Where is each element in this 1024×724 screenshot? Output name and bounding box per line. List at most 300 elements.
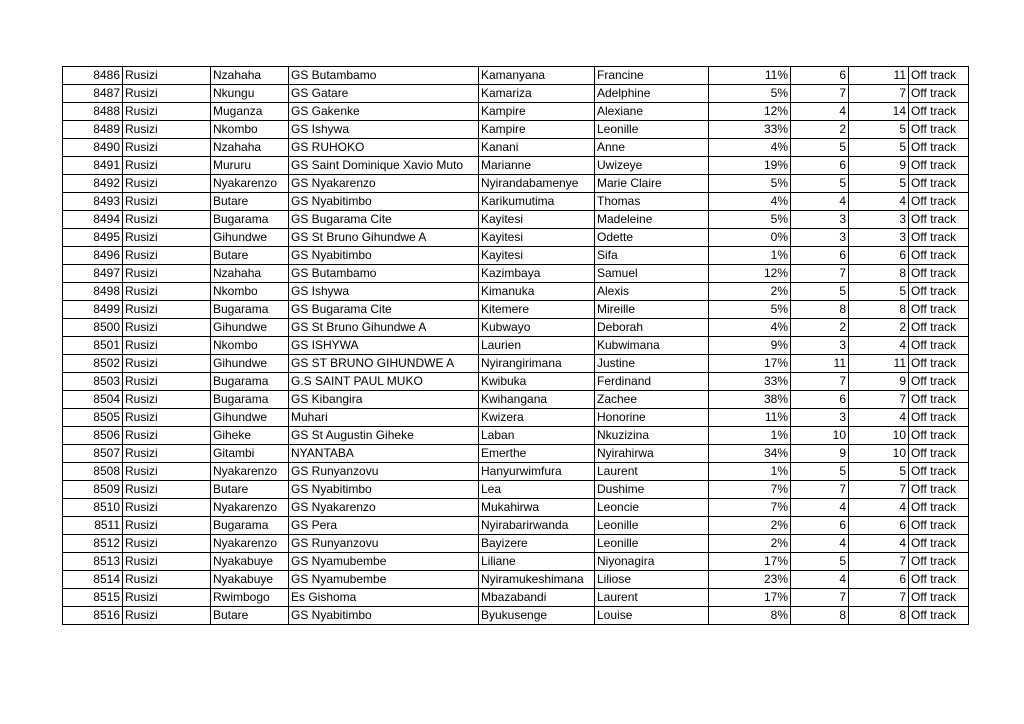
cell-district: Rusizi: [123, 247, 211, 265]
cell-row-number: 8498: [63, 283, 123, 301]
cell-row-number: 8497: [63, 265, 123, 283]
cell-school: GS St Augustin Giheke: [289, 427, 479, 445]
cell-percentage: 11%: [709, 409, 791, 427]
cell-school: GS Butambamo: [289, 67, 479, 85]
cell-score-a: 7: [791, 265, 849, 283]
cell-first-name: Adelphine: [595, 85, 709, 103]
table-row: [63, 301, 969, 319]
cell-score-b: 8: [849, 265, 909, 283]
cell-status: Off track: [909, 391, 969, 409]
cell-score-b: 7: [849, 481, 909, 499]
cell-score-b: 4: [849, 535, 909, 553]
cell-district: Rusizi: [123, 391, 211, 409]
cell-score-b: 11: [849, 355, 909, 373]
cell-school: GS ISHYWA: [289, 337, 479, 355]
cell-last-name: Kamanyana: [479, 67, 595, 85]
cell-district: Rusizi: [123, 85, 211, 103]
cell-score-b: 9: [849, 157, 909, 175]
spreadsheet-table: [62, 66, 969, 625]
cell-score-b: 7: [849, 85, 909, 103]
cell-last-name: Hanyurwimfura: [479, 463, 595, 481]
cell-sector: Nyakarenzo: [211, 499, 289, 517]
table-row: [63, 247, 969, 265]
cell-score-a: 3: [791, 337, 849, 355]
cell-status: Off track: [909, 499, 969, 517]
cell-row-number: 8489: [63, 121, 123, 139]
cell-sector: Bugarama: [211, 301, 289, 319]
cell-last-name: Kwihangana: [479, 391, 595, 409]
cell-score-b: 3: [849, 229, 909, 247]
cell-district: Rusizi: [123, 67, 211, 85]
table-row: [63, 211, 969, 229]
cell-sector: Gihundwe: [211, 319, 289, 337]
cell-percentage: 7%: [709, 481, 791, 499]
cell-score-a: 2: [791, 319, 849, 337]
cell-school: NYANTABA: [289, 445, 479, 463]
cell-last-name: Marianne: [479, 157, 595, 175]
cell-first-name: Sifa: [595, 247, 709, 265]
cell-sector: Butare: [211, 193, 289, 211]
cell-status: Off track: [909, 247, 969, 265]
cell-status: Off track: [909, 193, 969, 211]
cell-score-b: 5: [849, 175, 909, 193]
cell-district: Rusizi: [123, 121, 211, 139]
cell-first-name: Samuel: [595, 265, 709, 283]
cell-last-name: Kayitesi: [479, 211, 595, 229]
cell-last-name: Kayitesi: [479, 229, 595, 247]
cell-last-name: Kamariza: [479, 85, 595, 103]
cell-status: Off track: [909, 103, 969, 121]
cell-school: GS Nyakarenzo: [289, 499, 479, 517]
cell-school: GS Bugarama Cite: [289, 211, 479, 229]
cell-percentage: 8%: [709, 607, 791, 625]
table-row: [63, 103, 969, 121]
cell-district: Rusizi: [123, 571, 211, 589]
cell-percentage: 9%: [709, 337, 791, 355]
cell-sector: Nzahaha: [211, 265, 289, 283]
cell-first-name: Nyirahirwa: [595, 445, 709, 463]
cell-last-name: Liliane: [479, 553, 595, 571]
cell-row-number: 8513: [63, 553, 123, 571]
cell-percentage: 1%: [709, 463, 791, 481]
table-row: [63, 463, 969, 481]
cell-score-b: 5: [849, 283, 909, 301]
cell-sector: Giheke: [211, 427, 289, 445]
table-row: [63, 355, 969, 373]
cell-last-name: Kwibuka: [479, 373, 595, 391]
cell-district: Rusizi: [123, 175, 211, 193]
cell-percentage: 1%: [709, 427, 791, 445]
cell-school: GS Butambamo: [289, 265, 479, 283]
cell-sector: Nkombo: [211, 283, 289, 301]
cell-status: Off track: [909, 535, 969, 553]
cell-score-b: 7: [849, 553, 909, 571]
cell-last-name: Lea: [479, 481, 595, 499]
cell-status: Off track: [909, 139, 969, 157]
cell-district: Rusizi: [123, 211, 211, 229]
cell-score-a: 4: [791, 193, 849, 211]
cell-district: Rusizi: [123, 193, 211, 211]
cell-last-name: Mbazabandi: [479, 589, 595, 607]
cell-score-a: 6: [791, 517, 849, 535]
cell-last-name: Kimanuka: [479, 283, 595, 301]
cell-last-name: Kwizera: [479, 409, 595, 427]
cell-sector: Nkungu: [211, 85, 289, 103]
cell-status: Off track: [909, 607, 969, 625]
cell-percentage: 17%: [709, 589, 791, 607]
cell-score-a: 4: [791, 103, 849, 121]
cell-district: Rusizi: [123, 337, 211, 355]
cell-score-b: 4: [849, 337, 909, 355]
cell-last-name: Kampire: [479, 121, 595, 139]
cell-school: GS Gatare: [289, 85, 479, 103]
cell-first-name: Leoncie: [595, 499, 709, 517]
cell-status: Off track: [909, 211, 969, 229]
table-row: [63, 553, 969, 571]
cell-score-b: 5: [849, 121, 909, 139]
cell-status: Off track: [909, 373, 969, 391]
cell-first-name: Leonille: [595, 535, 709, 553]
cell-district: Rusizi: [123, 373, 211, 391]
cell-first-name: Nkuzizina: [595, 427, 709, 445]
cell-first-name: Alexiane: [595, 103, 709, 121]
table-row: [63, 337, 969, 355]
cell-status: Off track: [909, 301, 969, 319]
cell-status: Off track: [909, 85, 969, 103]
cell-score-a: 6: [791, 247, 849, 265]
cell-first-name: Niyonagira: [595, 553, 709, 571]
cell-score-a: 5: [791, 175, 849, 193]
cell-first-name: Justine: [595, 355, 709, 373]
cell-school: G.S SAINT PAUL MUKO: [289, 373, 479, 391]
cell-status: Off track: [909, 427, 969, 445]
cell-district: Rusizi: [123, 445, 211, 463]
cell-school: GS ST BRUNO GIHUNDWE A: [289, 355, 479, 373]
table-row: [63, 319, 969, 337]
cell-sector: Nyakarenzo: [211, 463, 289, 481]
cell-score-a: 5: [791, 139, 849, 157]
cell-row-number: 8501: [63, 337, 123, 355]
cell-sector: Bugarama: [211, 517, 289, 535]
cell-row-number: 8492: [63, 175, 123, 193]
table-row: [63, 517, 969, 535]
table-row: [63, 193, 969, 211]
table-row: [63, 157, 969, 175]
cell-sector: Nyakarenzo: [211, 175, 289, 193]
cell-score-a: 7: [791, 481, 849, 499]
cell-last-name: Kayitesi: [479, 247, 595, 265]
cell-score-a: 3: [791, 229, 849, 247]
cell-first-name: Mireille: [595, 301, 709, 319]
cell-district: Rusizi: [123, 283, 211, 301]
cell-last-name: Byukusenge: [479, 607, 595, 625]
cell-score-b: 9: [849, 373, 909, 391]
cell-score-a: 10: [791, 427, 849, 445]
cell-district: Rusizi: [123, 139, 211, 157]
cell-school: GS RUHOKO: [289, 139, 479, 157]
table-row: [63, 607, 969, 625]
cell-sector: Gihundwe: [211, 409, 289, 427]
cell-status: Off track: [909, 229, 969, 247]
cell-score-b: 14: [849, 103, 909, 121]
cell-district: Rusizi: [123, 499, 211, 517]
cell-percentage: 5%: [709, 301, 791, 319]
cell-row-number: 8512: [63, 535, 123, 553]
cell-status: Off track: [909, 553, 969, 571]
table-row: [63, 175, 969, 193]
cell-school: GS Ishywa: [289, 283, 479, 301]
cell-score-b: 4: [849, 499, 909, 517]
cell-row-number: 8509: [63, 481, 123, 499]
cell-last-name: Laban: [479, 427, 595, 445]
cell-status: Off track: [909, 121, 969, 139]
cell-score-a: 5: [791, 463, 849, 481]
cell-district: Rusizi: [123, 355, 211, 373]
cell-score-b: 10: [849, 427, 909, 445]
cell-score-a: 4: [791, 535, 849, 553]
cell-sector: Nkombo: [211, 121, 289, 139]
table-row: [63, 427, 969, 445]
cell-last-name: Kanani: [479, 139, 595, 157]
cell-row-number: 8516: [63, 607, 123, 625]
cell-first-name: Liliose: [595, 571, 709, 589]
cell-sector: Butare: [211, 607, 289, 625]
cell-first-name: Madeleine: [595, 211, 709, 229]
cell-last-name: Kazimbaya: [479, 265, 595, 283]
cell-percentage: 33%: [709, 373, 791, 391]
table-row: [63, 373, 969, 391]
cell-last-name: Nyirabarirwanda: [479, 517, 595, 535]
cell-school: GS Kibangira: [289, 391, 479, 409]
cell-school: GS Ishywa: [289, 121, 479, 139]
cell-score-a: 6: [791, 157, 849, 175]
cell-score-b: 7: [849, 589, 909, 607]
cell-last-name: Nyiramukeshimana: [479, 571, 595, 589]
cell-first-name: Anne: [595, 139, 709, 157]
cell-row-number: 8496: [63, 247, 123, 265]
cell-district: Rusizi: [123, 589, 211, 607]
cell-row-number: 8511: [63, 517, 123, 535]
cell-first-name: Leonille: [595, 517, 709, 535]
cell-row-number: 8499: [63, 301, 123, 319]
cell-percentage: 0%: [709, 229, 791, 247]
cell-district: Rusizi: [123, 157, 211, 175]
cell-school: GS Pera: [289, 517, 479, 535]
cell-last-name: Mukahirwa: [479, 499, 595, 517]
cell-first-name: Ferdinand: [595, 373, 709, 391]
cell-percentage: 38%: [709, 391, 791, 409]
cell-sector: Nzahaha: [211, 139, 289, 157]
cell-district: Rusizi: [123, 103, 211, 121]
cell-first-name: Dushime: [595, 481, 709, 499]
cell-percentage: 5%: [709, 211, 791, 229]
cell-score-b: 6: [849, 517, 909, 535]
cell-district: Rusizi: [123, 409, 211, 427]
cell-score-a: 3: [791, 211, 849, 229]
cell-school: GS Runyanzovu: [289, 463, 479, 481]
cell-score-a: 9: [791, 445, 849, 463]
cell-percentage: 1%: [709, 247, 791, 265]
cell-percentage: 2%: [709, 283, 791, 301]
cell-sector: Bugarama: [211, 211, 289, 229]
cell-sector: Gihundwe: [211, 355, 289, 373]
table-row: [63, 283, 969, 301]
cell-score-b: 7: [849, 391, 909, 409]
cell-last-name: Nyirandabamenye: [479, 175, 595, 193]
cell-percentage: 33%: [709, 121, 791, 139]
cell-first-name: Zachee: [595, 391, 709, 409]
cell-percentage: 19%: [709, 157, 791, 175]
cell-sector: Butare: [211, 247, 289, 265]
cell-school: GS St Bruno Gihundwe A: [289, 229, 479, 247]
cell-first-name: Leonille: [595, 121, 709, 139]
table-row: [63, 265, 969, 283]
cell-score-b: 11: [849, 67, 909, 85]
table-row: [63, 85, 969, 103]
table-row: [63, 67, 969, 85]
cell-school: GS Nyabitimbo: [289, 607, 479, 625]
cell-school: GS Nyabitimbo: [289, 247, 479, 265]
cell-school: GS Nyamubembe: [289, 553, 479, 571]
cell-sector: Nyakabuye: [211, 553, 289, 571]
cell-row-number: 8487: [63, 85, 123, 103]
cell-last-name: Kampire: [479, 103, 595, 121]
cell-score-b: 10: [849, 445, 909, 463]
cell-row-number: 8491: [63, 157, 123, 175]
cell-district: Rusizi: [123, 463, 211, 481]
cell-district: Rusizi: [123, 427, 211, 445]
cell-score-a: 8: [791, 607, 849, 625]
cell-status: Off track: [909, 463, 969, 481]
cell-row-number: 8500: [63, 319, 123, 337]
cell-first-name: Marie Claire: [595, 175, 709, 193]
cell-district: Rusizi: [123, 319, 211, 337]
cell-score-a: 4: [791, 499, 849, 517]
cell-row-number: 8488: [63, 103, 123, 121]
cell-district: Rusizi: [123, 517, 211, 535]
cell-last-name: Kubwayo: [479, 319, 595, 337]
cell-score-b: 6: [849, 571, 909, 589]
cell-last-name: Emerthe: [479, 445, 595, 463]
cell-first-name: Alexis: [595, 283, 709, 301]
cell-percentage: 5%: [709, 175, 791, 193]
cell-status: Off track: [909, 319, 969, 337]
cell-score-b: 6: [849, 247, 909, 265]
cell-district: Rusizi: [123, 481, 211, 499]
table-body: [63, 67, 969, 625]
cell-status: Off track: [909, 445, 969, 463]
cell-percentage: 17%: [709, 355, 791, 373]
cell-last-name: Kitemere: [479, 301, 595, 319]
cell-row-number: 8507: [63, 445, 123, 463]
cell-school: Es Gishoma: [289, 589, 479, 607]
cell-percentage: 7%: [709, 499, 791, 517]
cell-district: Rusizi: [123, 607, 211, 625]
cell-last-name: Bayizere: [479, 535, 595, 553]
cell-percentage: 34%: [709, 445, 791, 463]
cell-percentage: 4%: [709, 319, 791, 337]
cell-row-number: 8495: [63, 229, 123, 247]
cell-row-number: 8510: [63, 499, 123, 517]
cell-school: GS Nyabitimbo: [289, 481, 479, 499]
cell-district: Rusizi: [123, 265, 211, 283]
cell-score-b: 4: [849, 409, 909, 427]
cell-score-a: 7: [791, 373, 849, 391]
cell-score-a: 5: [791, 553, 849, 571]
cell-district: Rusizi: [123, 535, 211, 553]
cell-last-name: Karikumutima: [479, 193, 595, 211]
table-row: [63, 535, 969, 553]
cell-first-name: Kubwimana: [595, 337, 709, 355]
cell-score-a: 2: [791, 121, 849, 139]
cell-school: GS Bugarama Cite: [289, 301, 479, 319]
cell-score-b: 5: [849, 463, 909, 481]
table-row: [63, 481, 969, 499]
cell-first-name: Laurent: [595, 589, 709, 607]
cell-school: GS Saint Dominique Xavio Muto: [289, 157, 479, 175]
table-row: [63, 139, 969, 157]
cell-score-b: 5: [849, 139, 909, 157]
cell-sector: Bugarama: [211, 391, 289, 409]
cell-sector: Butare: [211, 481, 289, 499]
cell-status: Off track: [909, 409, 969, 427]
table-row: [63, 445, 969, 463]
cell-score-a: 6: [791, 391, 849, 409]
cell-percentage: 12%: [709, 103, 791, 121]
cell-percentage: 17%: [709, 553, 791, 571]
table-row: [63, 409, 969, 427]
cell-first-name: Francine: [595, 67, 709, 85]
cell-sector: Rwimbogo: [211, 589, 289, 607]
cell-score-b: 3: [849, 211, 909, 229]
cell-row-number: 8490: [63, 139, 123, 157]
cell-last-name: Nyirangirimana: [479, 355, 595, 373]
cell-score-a: 11: [791, 355, 849, 373]
cell-row-number: 8508: [63, 463, 123, 481]
cell-first-name: Laurent: [595, 463, 709, 481]
cell-percentage: 2%: [709, 517, 791, 535]
cell-row-number: 8503: [63, 373, 123, 391]
cell-status: Off track: [909, 589, 969, 607]
cell-sector: Nyakabuye: [211, 571, 289, 589]
cell-school: GS Gakenke: [289, 103, 479, 121]
cell-district: Rusizi: [123, 301, 211, 319]
cell-row-number: 8494: [63, 211, 123, 229]
cell-first-name: Thomas: [595, 193, 709, 211]
cell-school: GS Nyamubembe: [289, 571, 479, 589]
cell-first-name: Louise: [595, 607, 709, 625]
cell-percentage: 4%: [709, 139, 791, 157]
cell-status: Off track: [909, 337, 969, 355]
table-row: [63, 391, 969, 409]
cell-first-name: Uwizeye: [595, 157, 709, 175]
cell-status: Off track: [909, 355, 969, 373]
cell-status: Off track: [909, 157, 969, 175]
cell-school: GS Runyanzovu: [289, 535, 479, 553]
cell-sector: Nyakarenzo: [211, 535, 289, 553]
cell-score-a: 7: [791, 85, 849, 103]
cell-status: Off track: [909, 175, 969, 193]
cell-score-b: 2: [849, 319, 909, 337]
cell-school: GS Nyakarenzo: [289, 175, 479, 193]
cell-percentage: 5%: [709, 85, 791, 103]
cell-percentage: 12%: [709, 265, 791, 283]
table-row: [63, 499, 969, 517]
cell-sector: Nkombo: [211, 337, 289, 355]
cell-score-b: 8: [849, 301, 909, 319]
cell-status: Off track: [909, 67, 969, 85]
cell-status: Off track: [909, 283, 969, 301]
